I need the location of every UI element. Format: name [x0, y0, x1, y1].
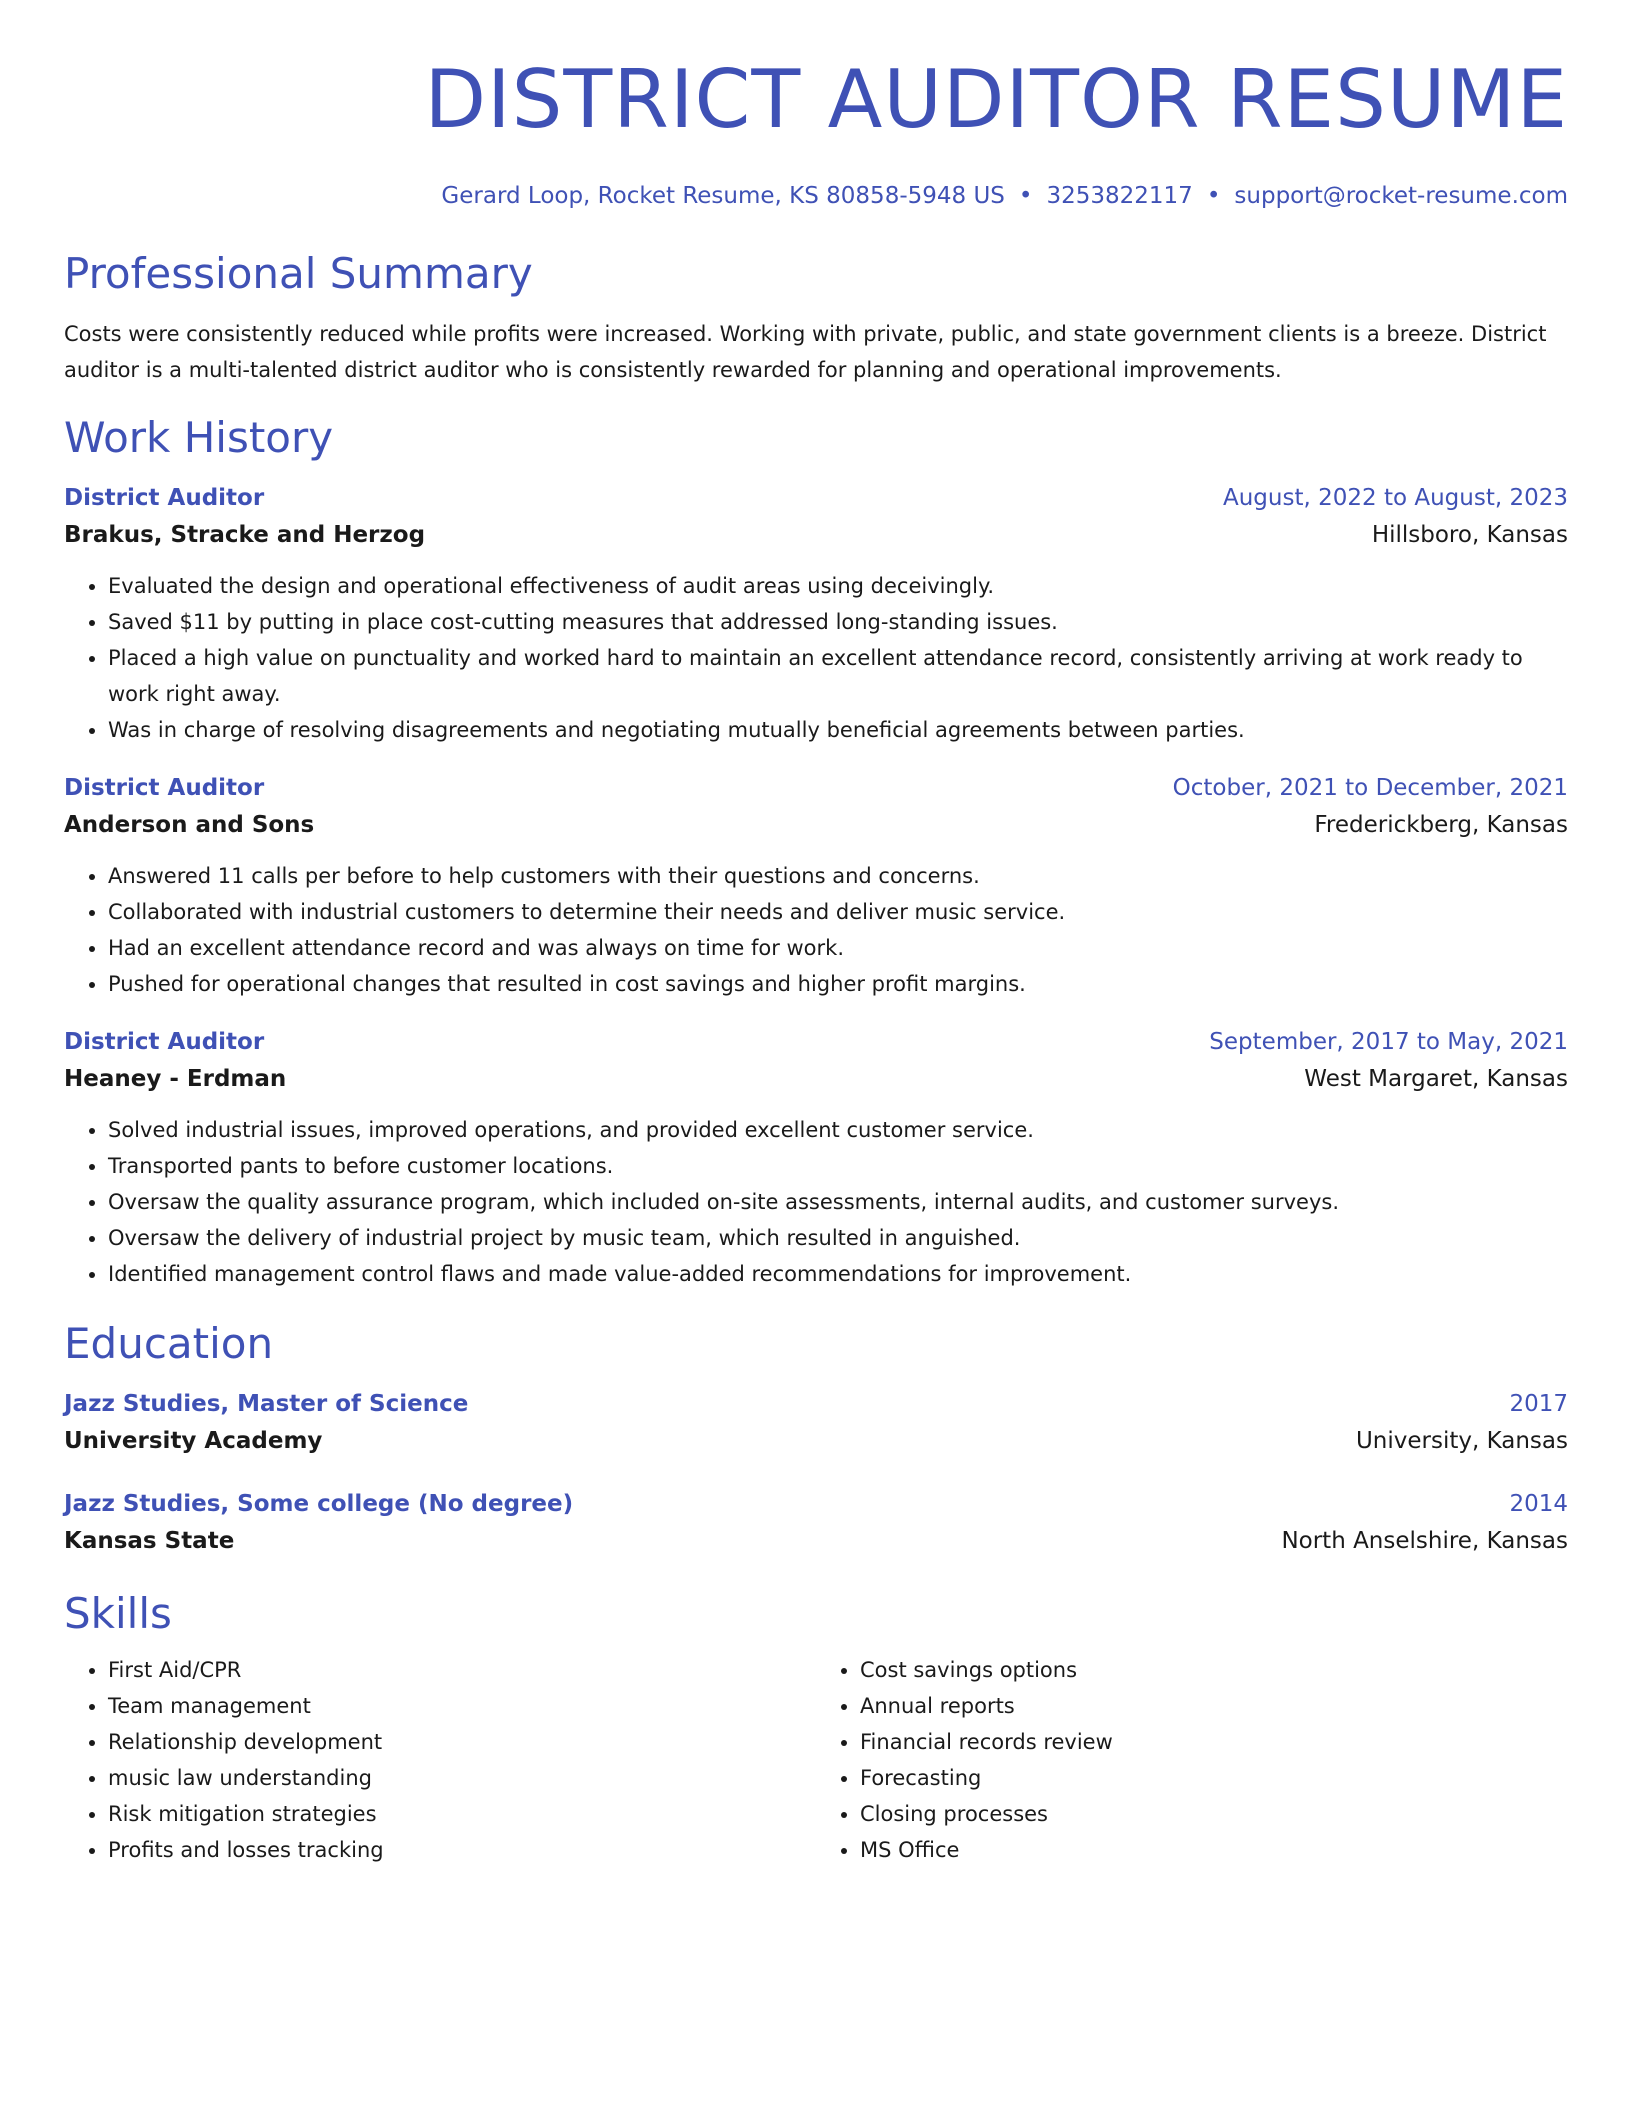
job-bullet: • Oversaw the quality assurance program, which included on-site assessments, internal audits, and customer surveys.: [108, 1184, 1568, 1220]
job-bullet: • Identified management control flaws and made value-added recommendations for improvement.: [108, 1256, 1568, 1292]
job-bullet: • Had an excellent attendance record and was always on time for work.: [108, 930, 1568, 966]
job-entry: [64, 1024, 1568, 1292]
contact-line: [64, 180, 1568, 212]
education-degree: Jazz Studies, Master of Science: [64, 1391, 469, 1417]
job-bullet: • Answered 11 calls per before to help customers with their questions and concerns.: [108, 858, 1568, 894]
job-entry: [64, 480, 1568, 748]
education-school: University Academy: [64, 1428, 323, 1454]
contact-separator: •: [1018, 183, 1033, 209]
education-location: North Anselshire, Kansas: [1281, 1528, 1568, 1554]
skill-item: • Relationship development: [108, 1724, 816, 1760]
job-bullet: • Transported pants to before customer locations.: [108, 1148, 1568, 1184]
education-entry: [64, 1486, 1568, 1560]
job-location: Frederickberg, Kansas: [1314, 812, 1568, 838]
skill-item: • Forecasting: [860, 1760, 1568, 1796]
job-role: District Auditor: [64, 1029, 265, 1055]
resume-title: DISTRICT AUDITOR RESUME: [424, 53, 1568, 146]
job-company: Heaney - Erdman: [64, 1066, 287, 1092]
skills-list-left: [64, 1652, 816, 1868]
contact-phone: 3253822117: [1046, 183, 1193, 209]
education-school: Kansas State: [64, 1528, 235, 1554]
skill-item: • Cost savings options: [860, 1652, 1568, 1688]
job-bullet: • Evaluated the design and operational effectiveness of audit areas using deceivingly.: [108, 568, 1568, 604]
job-bullet: • Pushed for operational changes that resulted in cost savings and higher profit margins.: [108, 966, 1568, 1002]
job-bullets: [64, 858, 1568, 1002]
skill-item: • music law understanding: [108, 1760, 816, 1796]
work-history-heading: Work History: [64, 413, 334, 462]
job-bullets: [64, 1112, 1568, 1292]
job-company: Brakus, Stracke and Herzog: [64, 522, 426, 548]
job-role: District Auditor: [64, 485, 265, 511]
contact-separator: •: [1206, 183, 1221, 209]
skill-item: • Closing processes: [860, 1796, 1568, 1832]
skills-heading: Skills: [64, 1589, 172, 1638]
skill-item: • MS Office: [860, 1832, 1568, 1868]
job-role: District Auditor: [64, 775, 265, 801]
job-bullet: • Oversaw the delivery of industrial project by music team, which resulted in anguished.: [108, 1220, 1568, 1256]
education-year: 2014: [1509, 1491, 1568, 1517]
skill-item: • First Aid/CPR: [108, 1652, 816, 1688]
skill-item: • Financial records review: [860, 1724, 1568, 1760]
job-location: West Margaret, Kansas: [1304, 1066, 1568, 1092]
job-entry: [64, 770, 1568, 1002]
job-dates: September, 2017 to May, 2021: [1209, 1029, 1568, 1055]
job-bullets: [64, 568, 1568, 748]
skill-item: • Annual reports: [860, 1688, 1568, 1724]
contact-email: support@rocket-resume.com: [1234, 183, 1568, 209]
education-heading: Education: [64, 1319, 274, 1368]
summary-text: Costs were consistently reduced while profits were increased. Working with private, public, and state government clients is a breeze. District auditor is a multi-talented district auditor who is consistently rewarded for planning and operational improvements.: [64, 322, 1547, 382]
job-dates: August, 2022 to August, 2023: [1223, 485, 1568, 511]
job-bullet: • Placed a high value on punctuality and worked hard to maintain an excellent attendance record, consistently arriving at work ready to work right away.: [108, 640, 1568, 712]
job-dates: October, 2021 to December, 2021: [1172, 775, 1568, 801]
education-location: University, Kansas: [1355, 1428, 1568, 1454]
education-entry: [64, 1386, 1568, 1460]
skill-item: • Team management: [108, 1688, 816, 1724]
summary-heading: Professional Summary: [64, 249, 533, 298]
job-bullet: • Was in charge of resolving disagreements and negotiating mutually beneficial agreements between parties.: [108, 712, 1568, 748]
contact-address: Gerard Loop, Rocket Resume, KS 80858-5948 US: [441, 183, 1005, 209]
job-bullet: • Solved industrial issues, improved operations, and provided excellent customer service.: [108, 1112, 1568, 1148]
job-bullet: • Collaborated with industrial customers to determine their needs and deliver music service.: [108, 894, 1568, 930]
job-company: Anderson and Sons: [64, 812, 315, 838]
skill-item: • Profits and losses tracking: [108, 1832, 816, 1868]
education-degree: Jazz Studies, Some college (No degree): [64, 1491, 574, 1517]
job-bullet: • Saved $11 by putting in place cost-cutting measures that addressed long-standing issues.: [108, 604, 1568, 640]
education-year: 2017: [1509, 1391, 1568, 1417]
skills-list-right: [816, 1652, 1568, 1868]
skill-item: • Risk mitigation strategies: [108, 1796, 816, 1832]
skills-columns: [64, 1652, 1568, 1868]
job-location: Hillsboro, Kansas: [1371, 522, 1568, 548]
